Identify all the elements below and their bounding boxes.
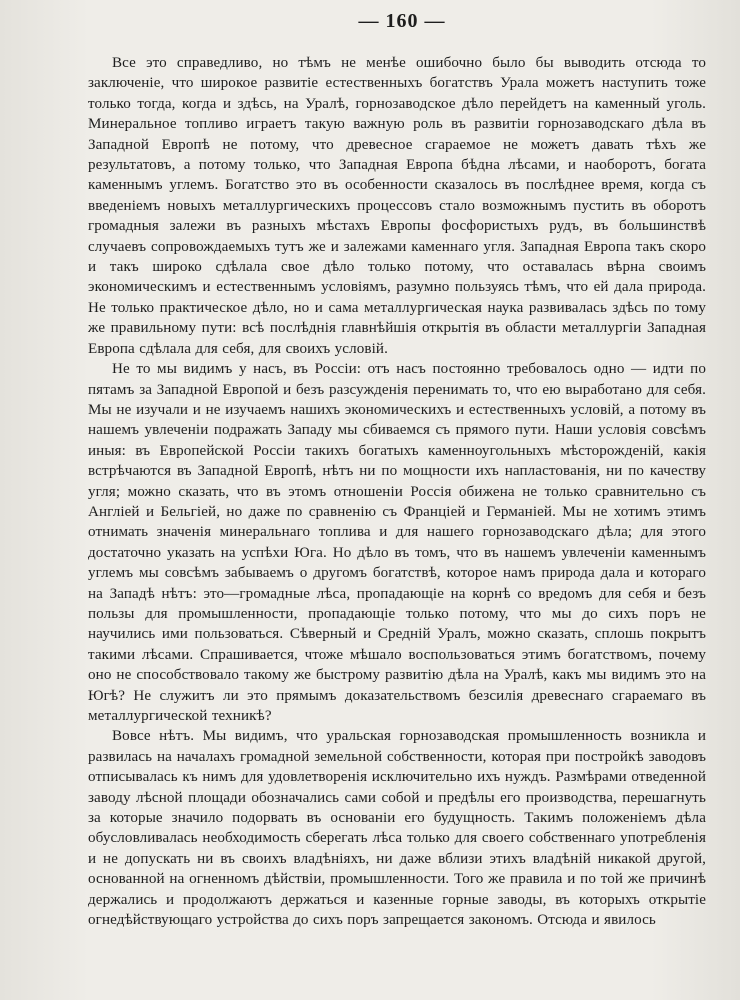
paragraph-1: Все это справедливо, но тѣмъ не менѣе ошибочно было бы выводить отсюда то заключеніе, что широкое развитіе естественныхъ богатствъ Урала можетъ наступить тоже только тогда, когда и здѣсь, на Уралѣ, горнозаводское дѣло перейдетъ на каменный уголь. Минеральное топливо играетъ такую важную роль въ развитіи горнозаводскаго дѣла въ Западной Европѣ не потому, что древесное сгараемое не можетъ давать тѣхъ же результатовъ, а потому только, что Западная Европа бѣдна лѣсами, и наоборотъ, богата каменнымъ углемъ. Богатство это въ особенности сказалось въ послѣднее время, когда съ введеніемъ новыхъ металлургическихъ процессовъ стало возможнымъ пустить въ оборотъ громадныя залежи въ разныхъ мѣстахъ Европы фосфористыхъ рудъ, въ большинствѣ случаевъ сопровождаемыхъ тутъ же и залежами каменнаго угля. Западная Европа такъ скоро и такъ широко сдѣлала свое дѣло только потому, что оставалась вѣрна своимъ экономическимъ и естественнымъ условіямъ, разумно пользуясь тѣмъ, что ей дала природа. Не только практическое дѣло, но и сама металлургическая наука развивалась здѣсь по тому же правильному пути: всѣ послѣднія главнѣйшія открытія въ области металлургіи Западная Европа сдѣлала для себя, для своихъ условій. [88,55,706,357]
paragraph-3: Вовсе нѣтъ. Мы видимъ, что уральская горнозаводская промышленность возникла и развилась на началахъ громадной земельной собственности, которая при постройкѣ заводовъ отписывалась къ нимъ для удовлетворенія исключительно ихъ нуждъ. Размѣрами отведенной заводу лѣсной площади обозначались сами собой и предѣлы его производства, перешагнуть за которые значило подорвать въ основаніи его будущность. Такимъ положеніемъ дѣла обусловливалась необходимость сберегать лѣса только для своего собственнаго употребленія и не допускать ни въ своихъ владѣніяхъ, ни даже вблизи этихъ владѣній никакой другой, основанной на огненномъ дѣйствіи, промышленности. Того же правила и по той же причинѣ держались и продолжаютъ держаться и казенные горные заводы, въ которыхъ открытіе огнедѣйствующаго устройства до сихъ поръ запрещается закономъ. Отсюда и явилось [88,728,706,929]
paragraph-2: Не то мы видимъ у насъ, въ Россіи: отъ насъ постоянно требовалось одно — идти по пятамъ за Западной Европой и безъ разсужденія перенимать то, что ею выработано для себя. Мы не изучали и не изучаемъ нашихъ экономическихъ и естественныхъ условій, а потому въ нашемъ увлеченіи подражать Западу мы сбиваемся съ прямого пути. Наши условія совсѣмъ иныя: въ Европейской Россіи такихъ богатыхъ каменноугольныхъ мѣсторожденій, какія встрѣчаются въ Западной Европѣ, нѣтъ ни по мощности ихъ напластованія, ни по качеству угля; можно сказать, что въ этомъ отношеніи Россія обижена не только сравнительно съ Англіей и Бельгіей, но даже по сравненію съ Франціей и Германіей. Мы не хотимъ этимъ отнимать значенія минеральнаго топлива и для нашего горнозаводскаго дѣла; для этого достаточно указать на успѣхи Юга. Но дѣло въ томъ, что въ нашемъ увлеченіи каменнымъ углемъ мы совсѣмъ забываемъ о другомъ богатствѣ, которое намъ природа дала и котораго на Западѣ нѣтъ: это—громадные лѣса, пропадающіе на корнѣ со вредомъ для себя и безъ пользы для промышленности, пропадающіе только потому, что мы до сихъ поръ не научились ими пользоваться. Сѣверный и Средній Уралъ, можно сказать, сплошь покрытъ такими лѣсами. Спрашивается, чтоже мѣшало воспользоваться этимъ богатствомъ, почему оно не способствовало такому же быстрому развитію дѣла на Уралѣ, какъ мы видимъ это на Югѣ? Не служитъ ли это прямымъ доказательствомъ безсилія древеснаго сгараемаго въ металлургической техникѣ? [88,361,706,724]
page-number: — 160 — [358,10,446,32]
body-text [88,53,706,930]
